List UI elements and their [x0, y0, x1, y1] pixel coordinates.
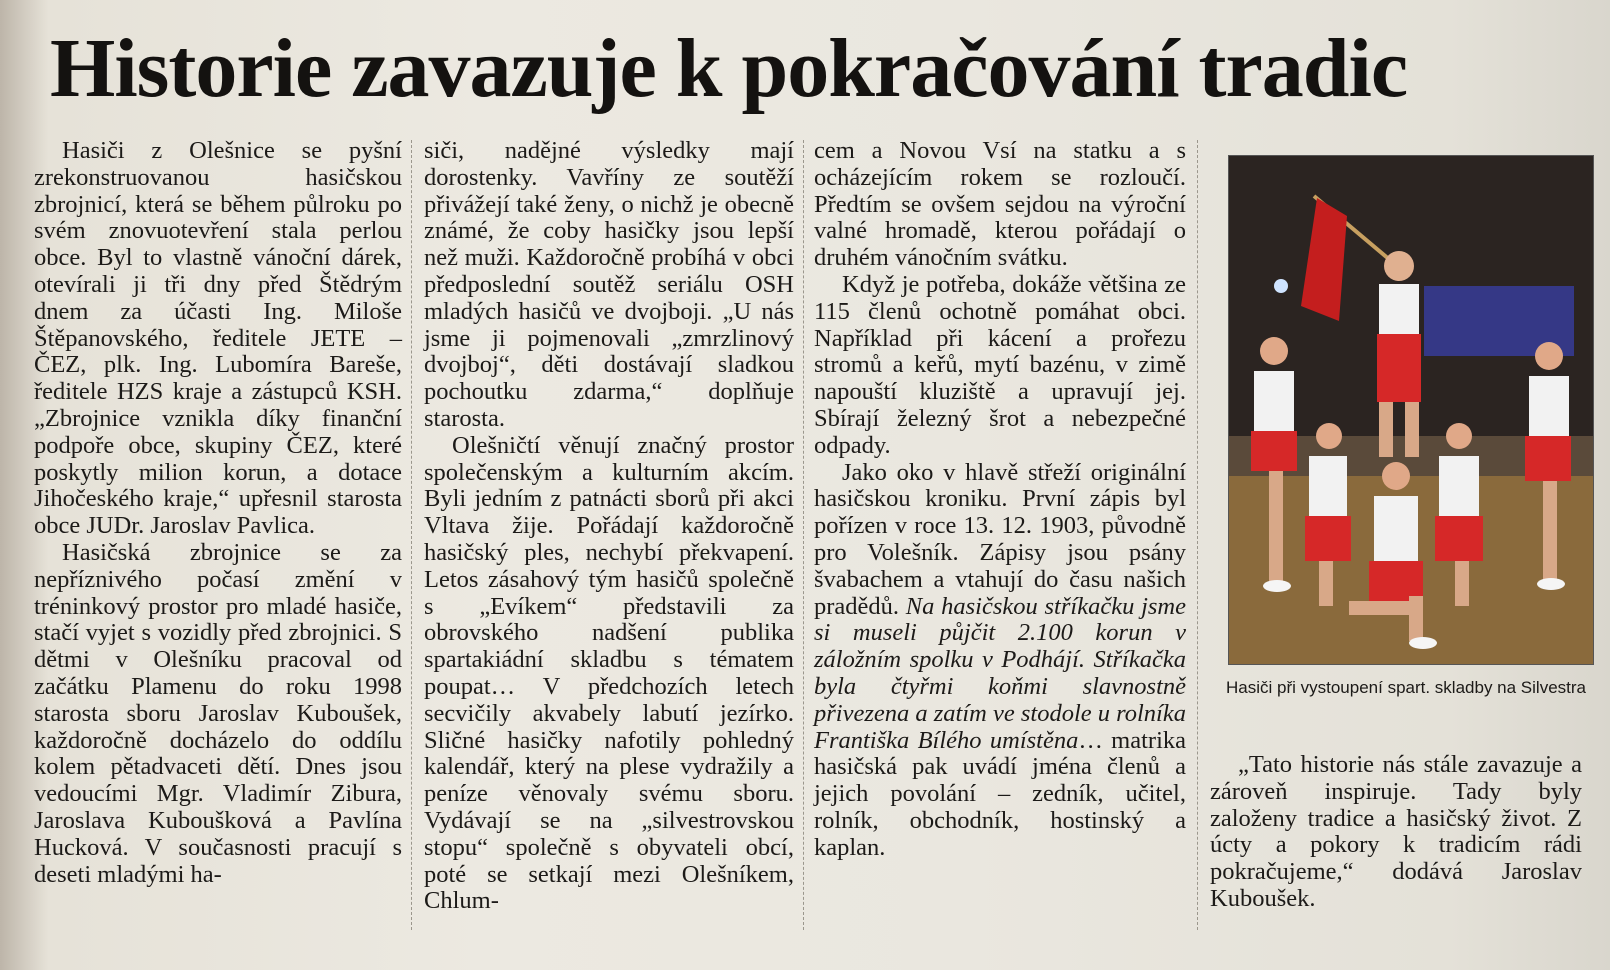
- paragraph-text: Jako oko v hlavě střeží originální hasičskou kroniku. První zápis byl pořízen v roce 13. 12. 1903, původně pro Volešník. Zápisy jsou psány švabachem a vtahují do času našich pradědů.: [814, 458, 1186, 620]
- firefighters-photo: [1228, 155, 1594, 665]
- paragraph: cem a Novou Vsí na statku a s ocházejícím rokem se rozloučí. Předtím se ovšem sejdou na výroční valné hromadě, kterou pořádají o druhém vánočním svátku.: [814, 137, 1186, 272]
- paragraph: Olešničtí věnují značný prostor společenským a kulturním akcím. Byli jedním z patnácti sborů při akci Vltava žije. Pořádají každoročně hasičský ples, nechybí překvapení. Letos zásahový tým hasičů společně s „Evíkem“ představili za obrovského nadšení publika spartakiádní skladbu s tématem poupat… V předchozích letech secvičily akvabely labutí jezírko. Sličné hasičky nafotily pohledný kalendář, který na plese vydražily a peníze věnovaly svému sboru. Vydávají se na „silvestrovskou stopu“ společně s obyvateli obcí, poté se setkají mezi Olešníkem, Chlum-: [424, 431, 794, 915]
- paragraph: „Tato historie nás stále zavazuje a zároveň inspiruje. Tady byly založeny tradice a hasičský život. Z úcty a pokory k tradicím rádi pokračujeme,“ dodává Jaroslav Kuboušek.: [1210, 751, 1582, 912]
- stage-light-icon: [1274, 279, 1288, 293]
- photo-illustration: [1229, 156, 1593, 664]
- headline: Historie zavazuje k pokračování tradic: [50, 22, 1408, 115]
- article-column-4: [1210, 752, 1582, 913]
- chronicle-quote: Na hasičskou stříkačku jsme si museli půjčit 2.100 korun v záložním spolku v Podhájí. Stříkačka byla čtyřmi koňmi slavnostně přivezena a zatím ve stodole u rolníka Františka Bílého umístěna: [814, 592, 1186, 754]
- paragraph: [814, 460, 1186, 862]
- column-rule: [1197, 140, 1198, 930]
- column-rule: [803, 140, 804, 930]
- photo-caption: Hasiči při vystoupení spart. skladby na Silvestra: [1226, 678, 1586, 697]
- paragraph: Když je potřeba, dokáže většina ze 115 členů ochotně pomáhat obci. Například při kácení a prořezu stromů a keřů, mytí bazénu, v zimě napouští kluziště a upravují jej. Sbírají železný šrot a nebezpečné odpady.: [814, 270, 1186, 459]
- paragraph: siči, nadějné výsledky mají dorostenky. Vavříny ze soutěží přivážejí také ženy, o nichž je obecně známé, že coby hasičky jsou lepší než muži. Každoročně probíhá v obci předposlední soutěž seriálu OSH mladých hasičů ve dvojboji. „U nás jsme ji pojmenovali „zmrzlinový dvojboj“, děti dostávají sladkou pochoutku zdarma,“ doplňuje starosta.: [424, 137, 794, 432]
- paragraph-text: … matrika hasičská pak uvádí jména členů a jejich povolání – zedník, učitel, rolník, obchodník, hostinský a kaplan.: [814, 726, 1186, 861]
- paragraph: Hasiči z Olešnice se pyšní zrekonstruovanou hasičskou zbrojnicí, která se během půlroku po svém znovuotevření stala perlou obce. Byl to vlastně vánoční dárek, otevírali ji tři dny před Štědrým dnem za účasti Ing. Miloše Štěpanovského, ředitele JETE – ČEZ, plk. Ing. Lubomíra Bareše, ředitele HZS kraje a zástupců KSH. „Zbrojnice vznikla díky finanční podpoře obce, skupiny ČEZ, které poskytly milion korun, a dotace Jihočeského kraje,“ upřesnil starosta obce JUDr. Jaroslav Pavlica.: [34, 137, 402, 540]
- article-column-3: [814, 138, 1186, 862]
- column-rule: [411, 140, 412, 930]
- article-column-1: [34, 138, 402, 888]
- paragraph: Hasičská zbrojnice se za nepříznivého počasí změní v tréninkový prostor pro mladé hasiče, stačí vyjet s vozidly před zbrojnici. S dětmi v Olešníku pracoval od začátku Plamenu do roku 1998 starosta sboru Jaroslav Kuboušek, každoročně docházelo do oddílu kolem pětadvaceti dětí. Dnes jsou vedoucími Mgr. Vladimír Zibura, Jaroslava Kuboušková a Pavlína Hucková. V současnosti pracují s deseti mladými ha-: [34, 538, 402, 888]
- article-column-2: [424, 138, 794, 915]
